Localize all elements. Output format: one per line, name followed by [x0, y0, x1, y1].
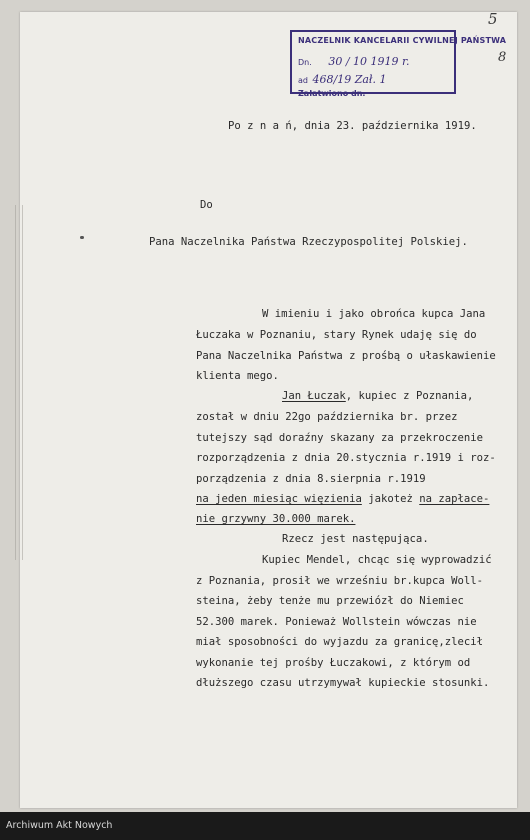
name-jan-luczak: Jan Łuczak — [282, 390, 346, 402]
sentence-fine-b: nie grzywny 30.000 marek. — [196, 513, 356, 525]
p4-line-2: z Poznania, prosił we wrześniu br.kupca Woll- — [196, 575, 484, 587]
p1-line-2: Łuczaka w Poznaniu, stary Rynek udaję się do — [196, 329, 477, 341]
stamp-date-value: 30 / 10 1919 r. — [328, 55, 410, 68]
p2-line-3: rozporządzenia z dnia 20.stycznia r.1919 i roz- — [196, 452, 496, 464]
registry-stamp — [290, 30, 507, 98]
stamp-ref-line: ad 468/19 Zał. 1 — [298, 73, 387, 86]
stamp-closing: Załatwiono dn. — [298, 89, 366, 98]
page-number-mark-2: 8 — [498, 50, 507, 65]
p2-line-2: tutejszy sąd doraźny skazany za przekroczenie — [196, 432, 484, 444]
p4-line-4: 52.300 marek. Ponieważ Wollstein wówczas nie — [196, 616, 477, 628]
binding-edge — [15, 205, 23, 560]
p4-line-6: wykonanie tej prośby Łuczakowi, z którym od — [196, 657, 471, 669]
p2-sentence-line-2 — [196, 514, 355, 525]
p3-line: Rzecz jest następująca. — [282, 533, 429, 545]
stamp-ref-value: 468/19 Zał. 1 — [312, 73, 387, 86]
p1-line-1: W imieniu i jako obrońca kupca Jana — [262, 308, 486, 320]
addressee: Pana Naczelnika Państwa Rzeczypospolitej Polskiej. — [149, 236, 468, 248]
sentence-fine-a: na zapłace- — [419, 493, 490, 505]
p1-line-4: klienta mego. — [196, 370, 279, 382]
p1-line-3: Pana Naczelnika Państwa z prośbą o ułaskawienie — [196, 350, 496, 362]
p4-line-7: dłuższego czasu utrzymywał kupieckie stosunki. — [196, 677, 490, 689]
sentence-prison: na jeden miesiąc więzienia — [196, 493, 362, 505]
salutation-to: Do — [200, 199, 213, 211]
p2-line-1: został w dniu 22go października br. przez — [196, 411, 458, 423]
archive-footer: Archiwum Akt Nowych — [6, 820, 113, 831]
p2-sentence-line: na jeden miesiąc więzienia jakoteż na zapłace- — [196, 493, 490, 505]
p4-line-3: steina, żeby tenże mu przewiózł do Niemiec — [196, 595, 464, 607]
stamp-date-line: Dn. 30 / 10 1919 r. — [298, 55, 410, 68]
page-number-mark: 5 — [488, 10, 498, 28]
p2-line-0: Jan Łuczak, kupiec z Poznania, — [282, 390, 474, 402]
place-date: Po z n a ń, dnia 23. października 1919. — [228, 120, 477, 132]
p4-line-1: Kupiec Mendel, chcąc się wyprowadzić — [262, 554, 492, 566]
p2-line-4: porządzenia z dnia 8.sierpnia r.1919 — [196, 473, 426, 485]
pencil-mark — [80, 236, 84, 239]
p4-line-5: miał sposobności do wyjazdu za granicę,zlecił — [196, 636, 484, 648]
stamp-title: NACZELNIK KANCELARII CYWILNEJ PAŃSTWA — [298, 36, 507, 45]
